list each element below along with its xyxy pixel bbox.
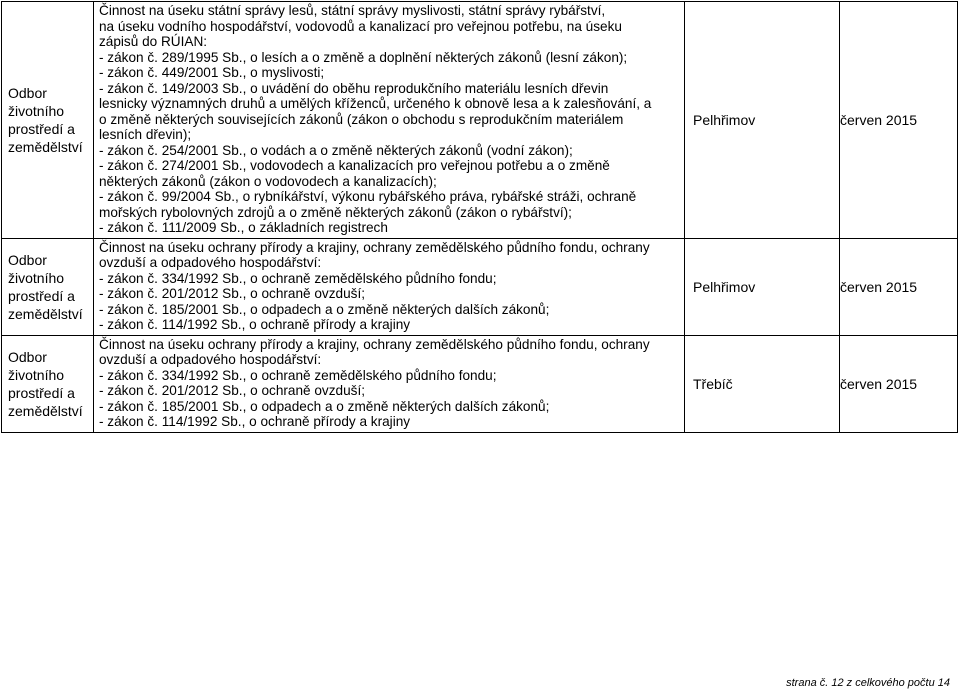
activity-line: - zákon č. 274/2001 Sb., vodovodech a kanalizacích pro veřejnou potřebu a o změně [99, 158, 610, 173]
activity-line: - zákon č. 334/1992 Sb., o ochraně zemědělského půdního fondu; [99, 270, 497, 286]
activity-line: zápisů do RÚIAN: [99, 34, 208, 49]
department-cell [2, 238, 94, 335]
department-line: zemědělství [8, 138, 83, 155]
table-row [2, 2, 958, 239]
activity-line: o změně některých souvisejících zákonů (zákon o obchodu s reprodukčním materiálem [99, 111, 624, 127]
activity-line: - zákon č. 334/1992 Sb., o ochraně zemědělského půdního fondu; [99, 367, 497, 383]
activity-line: ovzduší a odpadového hospodářství: [99, 352, 322, 367]
activity-line: - zákon č. 149/2003 Sb., o uvádění do oběhu reprodukčního materiálu lesních dřevin [99, 80, 609, 96]
activity-line: Činnost na úseku ochrany přírody a krajiny, ochrany zemědělského půdního fondu, ochrany [99, 239, 650, 255]
department-line: životního [8, 102, 65, 119]
activity-line: mořských rybolovných zdrojů a o změně některých zákonů (zákon o rybářství); [99, 204, 572, 220]
table-row [2, 238, 958, 335]
activity-line: - zákon č. 254/2001 Sb., o vodách a o změně některých zákonů (vodní zákon); [99, 142, 573, 158]
activity-line: - zákon č. 289/1995 Sb., o lesích a o změně a doplnění některých zákonů (lesní zákon); [99, 49, 628, 65]
activity-line: ovzduší a odpadového hospodářství: [99, 255, 322, 270]
activity-table [1, 1, 958, 433]
activity-cell [94, 2, 685, 239]
activity-line: - zákon č. 99/2004 Sb., o rybníkářství, výkonu rybářského práva, rybářské stráži, ochraně [99, 189, 637, 204]
activity-line: - zákon č. 449/2001 Sb., o myslivosti; [99, 65, 325, 80]
activity-cell [94, 335, 685, 432]
department-line: zemědělství [8, 305, 83, 322]
table-row [2, 335, 958, 432]
date-cell: červen 2015 [840, 238, 958, 335]
department-line: životního [8, 269, 65, 286]
activity-line: - zákon č. 185/2001 Sb., o odpadech a o změně některých dalších zákonů; [99, 398, 550, 414]
department-line: prostředí a [8, 287, 75, 304]
department-line: Odbor [8, 348, 47, 365]
activity-line: Činnost na úseku státní správy lesů, státní správy myslivosti, státní správy rybářství, [99, 3, 606, 18]
activity-line: lesních dřevin); [99, 127, 192, 142]
activity-line: Činnost na úseku ochrany přírody a krajiny, ochrany zemědělského půdního fondu, ochrany [99, 336, 650, 352]
page-footer: strana č. 12 z celkového počtu 14 [786, 677, 950, 689]
date-cell: červen 2015 [840, 335, 958, 432]
activity-line: - zákon č. 114/1992 Sb., o ochraně přírody a krajiny [99, 414, 411, 429]
activity-line: - zákon č. 111/2009 Sb., o základních registrech [99, 220, 388, 235]
department-line: zemědělství [8, 402, 83, 419]
activity-line: - zákon č. 185/2001 Sb., o odpadech a o změně některých dalších zákonů; [99, 301, 550, 317]
department-line: prostředí a [8, 384, 75, 401]
activity-line: některých zákonů (zákon o vodovodech a kanalizacích); [99, 173, 437, 189]
department-line: Odbor [8, 251, 47, 268]
activity-line: - zákon č. 201/2012 Sb., o ochraně ovzduší; [99, 286, 366, 301]
activity-line: - zákon č. 201/2012 Sb., o ochraně ovzduší; [99, 383, 366, 398]
department-line: Odbor [8, 84, 47, 101]
date-cell: červen 2015 [840, 2, 958, 239]
location-cell: Třebíč [685, 335, 840, 432]
department-line: prostředí a [8, 120, 75, 137]
activity-cell [94, 238, 685, 335]
department-line: životního [8, 366, 65, 383]
department-cell [2, 2, 94, 239]
activity-line: lesnicky významných druhů a umělých kříženců, určeného k obnově lesa a k zalesňování, a [99, 96, 652, 111]
activity-line: na úseku vodního hospodářství, vodovodů a kanalizací pro veřejnou potřebu, na úseku [99, 18, 622, 34]
activity-line: - zákon č. 114/1992 Sb., o ochraně přírody a krajiny [99, 317, 411, 332]
location-cell: Pelhřimov [685, 2, 840, 239]
location-cell: Pelhřimov [685, 238, 840, 335]
department-cell [2, 335, 94, 432]
